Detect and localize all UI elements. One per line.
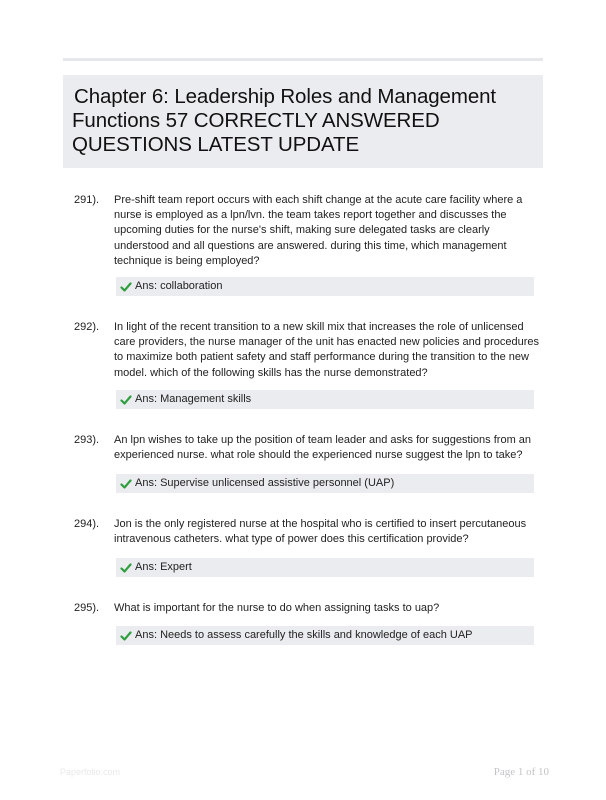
question-number: 294). [74,518,100,530]
check-icon [120,478,132,490]
title-banner [63,75,543,168]
question-text: In light of the recent transition to a new skill mix that increases the role of unlicensed care providers, the nurse manager of the unit has enacted new policies and procedures to maximize both patient safety and staff performance during the transition to the new model. which of the following skills has the nurse demonstrated? [114,321,539,379]
question-number: 291). [74,194,100,206]
answer-box [116,390,534,409]
page-number: Page 1 of 10 [493,766,549,778]
check-icon [120,394,132,406]
footer-site-watermark: Paperfolio.com [60,767,121,777]
answer-box [116,277,534,296]
question-number: 292). [74,321,100,333]
answer-text: Ans: Supervise unlicensed assistive personnel (UAP) [135,477,395,489]
answer-box [116,626,534,645]
header-divider [63,58,543,61]
answer-text: Ans: Needs to assess carefully the skills and knowledge of each UAP [135,629,473,641]
answer-text: Ans: Expert [135,561,192,573]
check-icon [120,630,132,642]
question-text: Jon is the only registered nurse at the hospital who is certified to insert percutaneous intravenous catheters. what type of power does this certification provide? [114,518,527,546]
check-icon [120,281,132,293]
question-text: Pre-shift team report occurs with each shift change at the acute care facility where a nurse is employed as a lpn/lvn. the team takes report together and discusses the upcoming duties for the nurse's shift, making sure delegated tasks are clearly understood and all questions are answered. during this time, which management technique is being employed? [114,194,523,267]
question-number: 293). [74,434,100,446]
answer-text: Ans: Management skills [135,393,252,405]
check-icon [120,562,132,574]
answer-text: Ans: collaboration [135,280,223,292]
question-number: 295). [74,602,100,614]
page-title: Chapter 6: Leadership Roles and Management Functions 57 CORRECTLY ANSWERED QUESTIONS LATEST UPDATE [72,85,497,156]
answer-box [116,558,534,577]
question-text: What is important for the nurse to do when assigning tasks to uap? [114,602,440,614]
question-text: An lpn wishes to take up the position of team leader and asks for suggestions from an experienced nurse. what role should the experienced nurse suggest the lpn to take? [114,434,532,462]
answer-box [116,474,534,493]
